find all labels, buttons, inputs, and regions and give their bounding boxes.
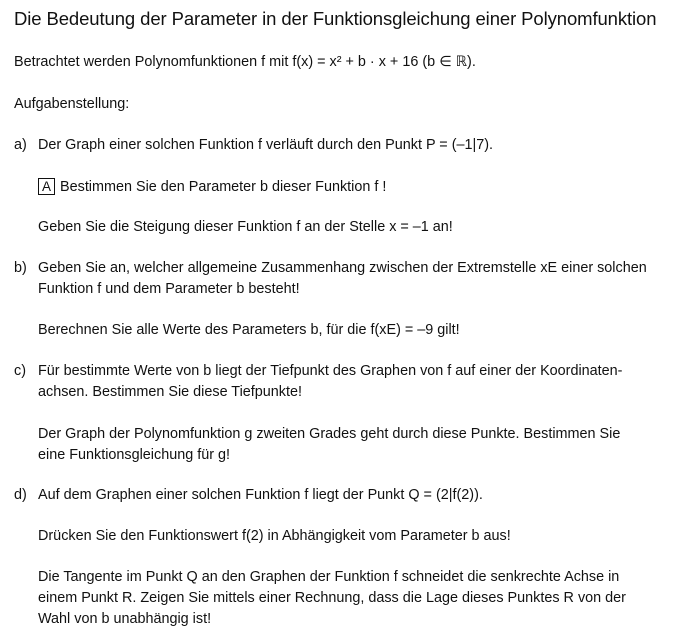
part-c-line1: Für bestimmte Werte von b liegt der Tiefpunkt des Graphen von f auf einer der Koordinaten- (38, 363, 623, 379)
part-d-line3: Die Tangente im Punkt Q an den Graphen der Funktion f schneidet die senkrechte Achse in (38, 569, 620, 585)
part-a-line3: Geben Sie die Steigung dieser Funktion f an der Stelle x = –1 an! (38, 219, 453, 235)
task-heading: Aufgabenstellung: (14, 96, 130, 112)
part-c-line4: eine Funktionsgleichung für g! (38, 447, 230, 463)
page-title: Die Bedeutung der Parameter in der Funktionsgleichung einer Polynomfunktion (14, 8, 657, 29)
part-a-line1: Der Graph einer solchen Funktion f verläuft durch den Punkt P = (–1|7). (38, 137, 494, 153)
part-b-line1: Geben Sie an, welcher allgemeine Zusammenhang zwischen der Extremstelle xE einer solchen (38, 260, 647, 276)
part-c-line3: Der Graph der Polynomfunktion g zweiten Grades geht durch diese Punkte. Bestimmen Sie (38, 426, 621, 442)
part-c-line2: achsen. Bestimmen Sie diese Tiefpunkte! (38, 384, 302, 400)
task-type-a-box: A (38, 178, 55, 195)
part-d-line1: Auf dem Graphen einer solchen Funktion f liegt der Punkt Q = (2|f(2)). (38, 487, 483, 503)
part-b-label: b) (14, 260, 27, 276)
part-a-line2: Bestimmen Sie den Parameter b dieser Funktion f ! (60, 179, 387, 195)
part-c-label: c) (14, 363, 26, 379)
part-b-line3: Berechnen Sie alle Werte des Parameters b, für die f(xE) = –9 gilt! (38, 322, 460, 338)
part-b-line2: Funktion f und dem Parameter b besteht! (38, 281, 300, 297)
part-a-item (38, 178, 386, 196)
part-a-label: a) (14, 137, 27, 153)
intro-text: Betrachtet werden Polynomfunktionen f mit f(x) = x² + b · x + 16 (b ∈ ℝ). (14, 54, 476, 70)
part-d-label: d) (14, 487, 27, 503)
part-d-line2: Drücken Sie den Funktionswert f(2) in Abhängigkeit vom Parameter b aus! (38, 528, 511, 544)
part-d-line5: Wahl von b unabhängig ist! (38, 611, 212, 627)
part-d-line4: einem Punkt R. Zeigen Sie mittels einer Rechnung, dass die Lage dieses Punktes R von der (38, 590, 626, 606)
